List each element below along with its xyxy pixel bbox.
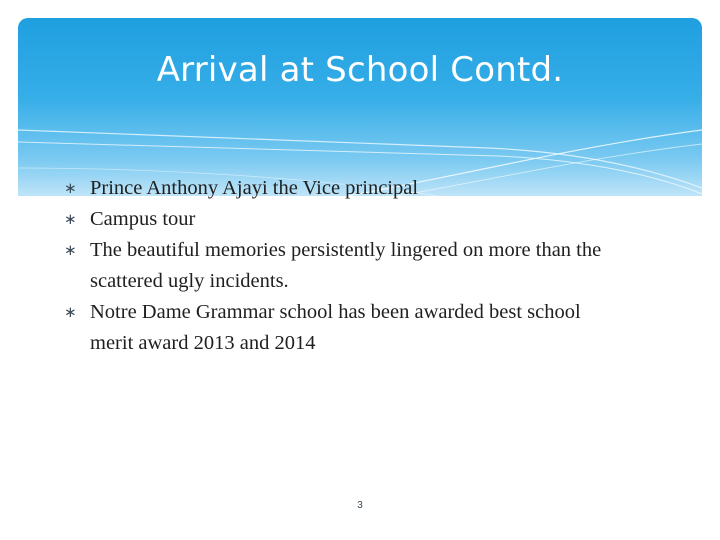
asterisk-bullet-icon: ∗ (64, 241, 77, 259)
bullet-item (64, 235, 624, 297)
bullet-item (64, 204, 624, 235)
asterisk-bullet-icon: ∗ (64, 179, 77, 197)
bullet-item (64, 173, 624, 204)
bullet-item (64, 297, 624, 359)
bullet-text: Notre Dame Grammar school has been awarded best school merit award 2013 and 2014 (90, 301, 581, 354)
wave-decoration (18, 18, 702, 196)
bullet-text: Prince Anthony Ajayi the Vice principal (90, 177, 419, 199)
bullet-list (64, 173, 624, 359)
asterisk-bullet-icon: ∗ (64, 210, 77, 228)
title-banner (18, 18, 702, 196)
bullet-text: The beautiful memories persistently lingered on more than the scattered ugly incidents. (90, 239, 602, 292)
bullet-text: Campus tour (90, 208, 196, 230)
page-number: 3 (357, 500, 363, 511)
asterisk-bullet-icon: ∗ (64, 303, 77, 321)
slide-title: Arrival at School Contd. (156, 50, 564, 90)
